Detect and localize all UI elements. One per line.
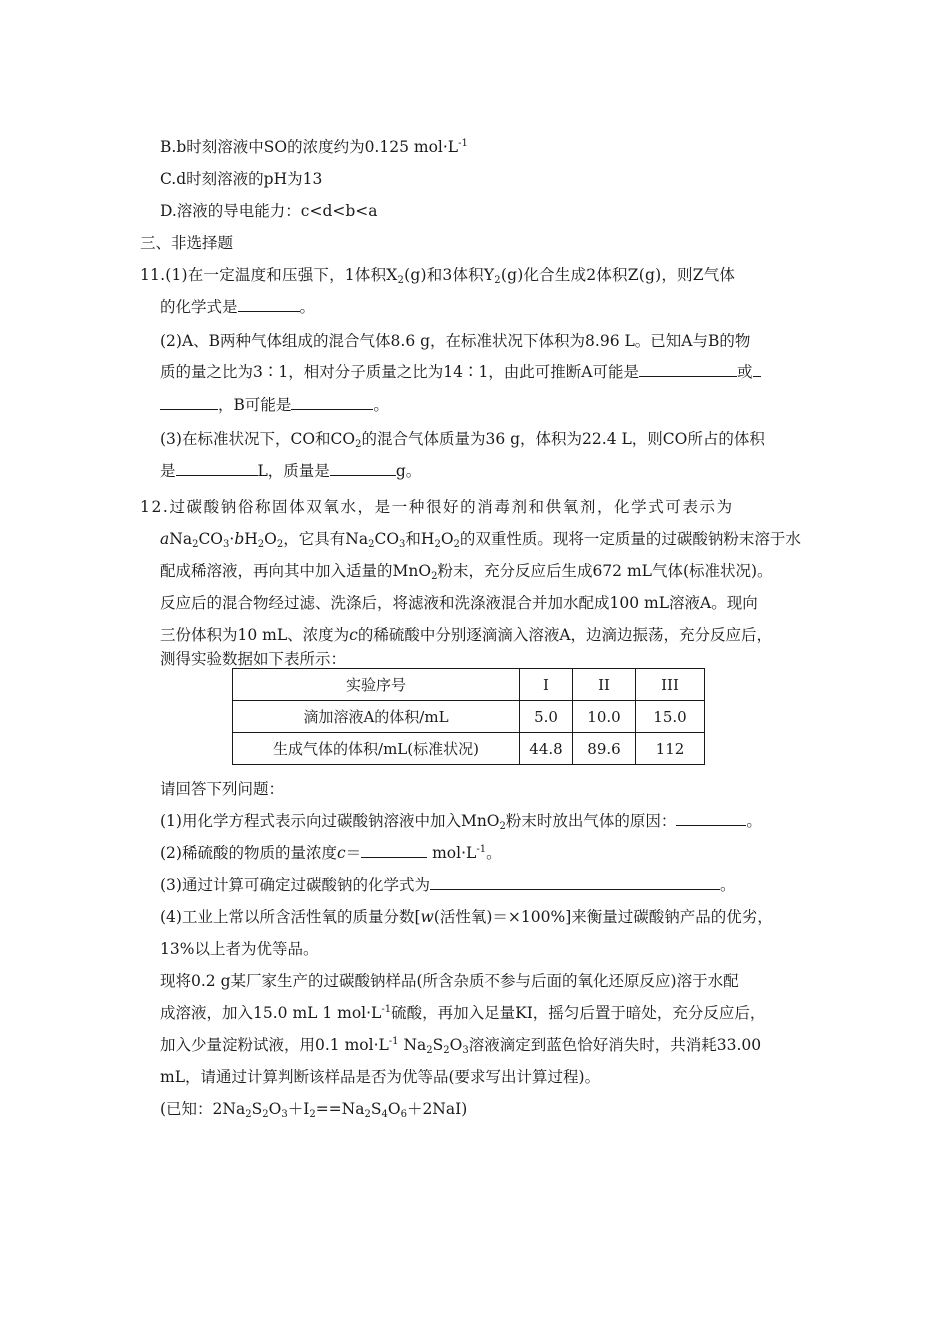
table-row: [233, 701, 705, 733]
table-cell: 89.6: [573, 733, 636, 765]
table-cell: 15.0: [636, 701, 705, 733]
answer-blank[interactable]: [330, 461, 396, 476]
question-4-para-line2: 成溶液，加入15.0 mL 1 $mol\cdot L^{-1}$硫酸，再加入足量KI，摇匀后置于暗处，充分反应后，: [160, 1004, 766, 1022]
table-header-cell: I: [520, 669, 573, 701]
answer-blank[interactable]: [160, 395, 218, 410]
table-cell: 滴加溶液A的体积/mL: [233, 701, 520, 733]
question-4-line1: (4)工业上常以所含活性氧的质量分数[w(活性氧)＝×100%]来衡量过碳酸钠产品的优劣，: [160, 908, 773, 926]
table-cell: 44.8: [520, 733, 573, 765]
table-cell: 生成气体的体积/mL(标准状况): [233, 733, 520, 765]
q12-line1: 12.过碳酸钠俗称固体双氧水，是一种很好的消毒剂和供氧剂，化学式可表示为: [140, 498, 734, 516]
option-c: C.d时刻溶液的pH为13: [160, 170, 323, 188]
q11-part2-line1: (2)A、B两种气体组成的混合气体8.6 g，在标准状况下体积为8.96 L。已知A与B的物: [160, 332, 751, 350]
q12-line5: 三份体积为10 mL、浓度为c的稀硫酸中分别逐滴滴入溶液A，边滴边振荡，充分反应后，: [160, 626, 773, 644]
option-d: D.溶液的导电能力：c<d<b<a: [160, 202, 378, 220]
answer-blank[interactable]: [238, 297, 300, 312]
q11-part3-line1: (3)在标准状况下，CO和$CO_2$的混合气体质量为36 g，体积为22.4 L，则CO所占的体积: [160, 430, 765, 450]
question-4-para-line3: 加入少量淀粉试液，用0.1 $mol\cdot L^{-1}$ $Na_2S_2O_3$溶液滴定到蓝色恰好消失时，共消耗33.00: [160, 1036, 762, 1056]
question-1: (1)用化学方程式表示向过碳酸钠溶液中加入MnO$_2$粉末时放出气体的原因： 。: [160, 812, 762, 832]
question-4-line2: 13%以上者为优等品。: [160, 940, 319, 958]
q12-line6: 测得实验数据如下表所示：: [160, 650, 347, 668]
q11-part1-line1: 11.(1)在一定温度和压强下，1体积$X_2(g)$和3体积$Y_2(g)$化合生成2体积Z(g)，则Z气体: [140, 266, 736, 286]
question-2: (2)稀硫酸的物质的量浓度$c= mol\cdot L^{-1}$。: [160, 844, 502, 862]
q11-part3-line2: 是 L，质量是 g。: [160, 462, 422, 480]
experiment-table: [232, 668, 705, 765]
answer-blank[interactable]: [361, 843, 427, 858]
q12-line3: 配成稀溶液，再向其中加入适量的MnO$_2$粉末，充分反应后生成672 mL气体(标准状况)。: [160, 562, 773, 582]
table-header-cell: II: [573, 669, 636, 701]
answer-blank[interactable]: [291, 395, 373, 410]
option-b: B.b时刻溶液中SO的浓度约为0.125 $mol\cdot L^{-1}$: [160, 138, 468, 156]
questions-intro: 请回答下列问题：: [160, 780, 285, 798]
q12-line2: $aNa_2CO_3\cdot bH_2O_2$，它具有$Na_2CO_3$和$H_2O_2$的双重性质。现将一定质量的过碳酸钠粉末溶于水: [160, 530, 801, 550]
q11-part2-line2: 质的量之比为3∶1，相对分子质量之比为14∶1，由此可推断A可能是 或: [160, 361, 761, 383]
table-header-row: [233, 669, 705, 701]
answer-blank[interactable]: [430, 875, 720, 890]
table-cell: 10.0: [573, 701, 636, 733]
answer-blank[interactable]: [753, 362, 761, 377]
question-3: (3)通过计算可确定过碳酸钠的化学式为 。: [160, 876, 736, 894]
answer-blank[interactable]: [176, 461, 258, 476]
table-row: [233, 733, 705, 765]
table-cell: 112: [636, 733, 705, 765]
table-cell: 5.0: [520, 701, 573, 733]
given-equation: (已知：$2Na_2S_2O_3+I_2==Na_2S_4O_6+2NaI$): [160, 1100, 468, 1120]
q11-part1-line2: 的化学式是 。: [160, 298, 316, 316]
answer-blank[interactable]: [639, 362, 737, 377]
q11-part2-line3: ，B可能是 。: [160, 394, 389, 416]
answer-blank[interactable]: [676, 811, 746, 826]
question-4-para-line1: 现将0.2 g某厂家生产的过碳酸钠样品(所含杂质不参与后面的氧化还原反应)溶于水配: [160, 972, 739, 990]
section-heading: 三、非选择题: [140, 234, 234, 252]
table-header-cell: III: [636, 669, 705, 701]
table-header-cell: 实验序号: [233, 669, 520, 701]
q12-line4: 反应后的混合物经过滤、洗涤后，将滤液和洗涤液混合并加水配成100 mL溶液A。现向: [160, 594, 758, 612]
question-4-para-line4: mL，请通过计算判断该样品是否为优等品(要求写出计算过程)。: [160, 1068, 601, 1086]
